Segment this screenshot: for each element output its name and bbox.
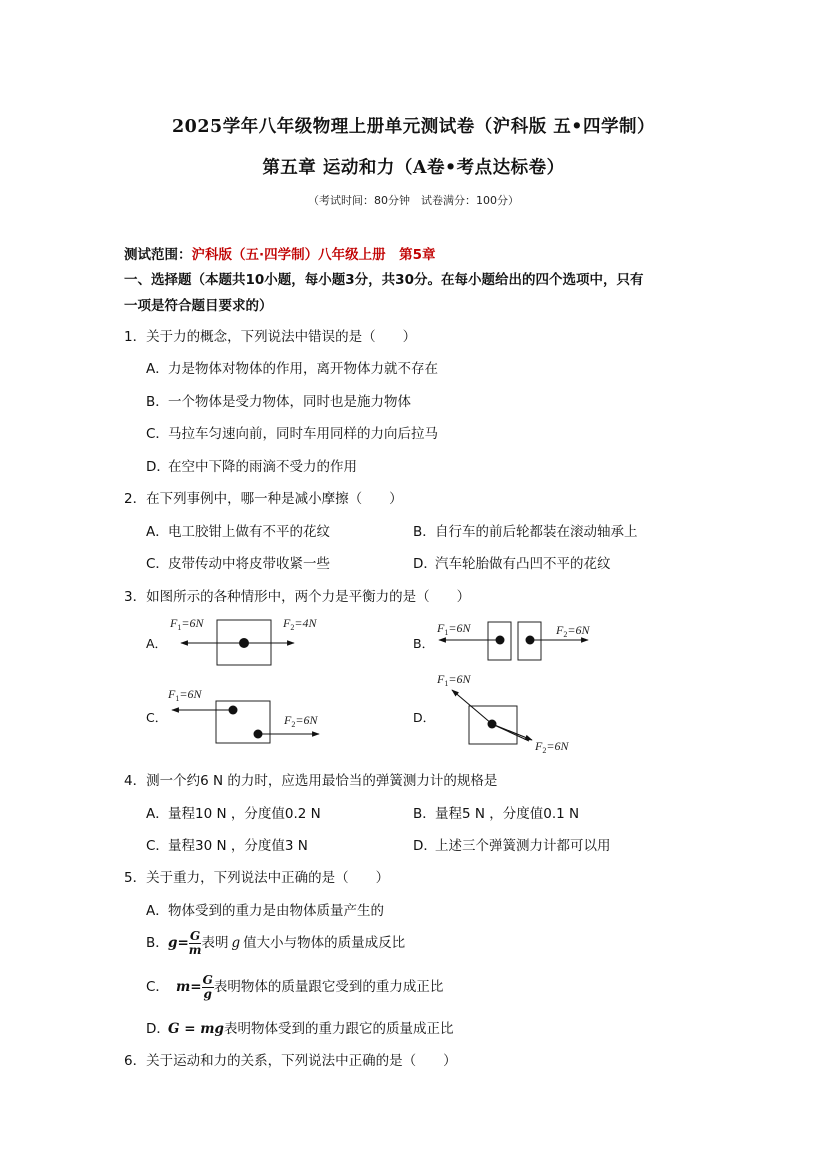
- section-heading-line-2: 一项是符合题目要求的）: [124, 298, 273, 314]
- question-5-stem: 5．关于重力，下列说法中正确的是（ ）: [124, 870, 390, 886]
- question-5-option-a: A．物体受到的重力是由物体质量产生的: [146, 903, 384, 919]
- figure-b-force-2-label: [555, 623, 590, 639]
- question-1-option-d: D．在空中下降的雨滴不受力的作用: [146, 459, 357, 475]
- figure-d-force-1-arrow: [452, 690, 492, 724]
- figure-d-force-1-label: [436, 672, 471, 688]
- question-2-option-c: C．皮带传动中将皮带收紧一些: [146, 556, 330, 572]
- figure-c-box: [216, 701, 270, 743]
- figure-c: [146, 687, 319, 743]
- question-4-option-b: B．量程5 N ，分度值0.1 N: [413, 806, 580, 822]
- figure-d-force-2-label: [534, 739, 569, 755]
- question-6-stem: 6．关于运动和力的关系，下列说法中正确的是（ ）: [124, 1053, 457, 1069]
- question-1-option-a: A．力是物体对物体的作用，离开物体力就不存在: [146, 361, 438, 377]
- figure-c-force-2-label: [283, 713, 318, 729]
- svg-text:F1=6N: $F_1=6N$: [437, 621, 471, 637]
- figure-c-point-1: [229, 706, 238, 715]
- figure-d-label: D．: [413, 710, 436, 725]
- question-2-stem: 2．在下列事例中，哪一种是减小摩擦（ ）: [124, 491, 403, 507]
- svg-text:F2=6N: $F_2=6N$: [535, 739, 569, 755]
- figure-c-point-2: [254, 730, 263, 739]
- fraction-g-over-g: $\frac{G}{g}$: [202, 972, 213, 1001]
- title-line-2: 第五章 运动和力（A卷•考点达标卷）: [262, 158, 565, 178]
- test-scope-value: 沪科版（五·四学制）八年级上册 第5章: [191, 247, 436, 263]
- figure-a-force-2-label: [282, 616, 317, 632]
- test-scope-label: 测试范围：: [124, 247, 192, 263]
- question-4-stem: 4．测一个约6 N 的力时，应选用最恰当的弹簧测力计的规格是: [124, 773, 498, 789]
- exam-info: （考试时间：80分钟 试卷满分：100分）: [308, 194, 519, 207]
- question-5-option-c: C． m= $\frac{G}{g}$ 表明物体的质量跟它受到的重力成正比: [146, 972, 444, 1001]
- question-5-option-b: B．g= $\frac{G}{m}$ 表明 g 值大小与物体的质量成反比: [146, 928, 406, 957]
- figure-c-label: C．: [146, 710, 168, 725]
- figure-b-force-1-label: [436, 621, 471, 637]
- figure-d-point: [488, 720, 497, 729]
- svg-text:F2=6N: $F_2=6N$: [556, 623, 590, 639]
- figure-c-force-1-label: [167, 687, 202, 703]
- question-5-option-d: D．G = mg表明物体受到的重力跟它的质量成正比: [146, 1021, 454, 1037]
- question-4-option-a: A．量程10 N ，分度值0.2 N: [146, 806, 321, 822]
- question-2-option-d: D．汽车轮胎做有凸凹不平的花纹: [413, 556, 611, 572]
- figure-a-label: A．: [146, 636, 168, 651]
- figure-b-point-left: [496, 636, 505, 645]
- question-3-stem: 3．如图所示的各种情形中，两个力是平衡力的是（ ）: [124, 589, 471, 605]
- figure-d-force-2-line: [492, 724, 529, 741]
- section-heading-line-1: 一、选择题（本题共10小题，每小题3分，共30分。在每小题给出的四个选项中，只有: [124, 272, 644, 288]
- question-4-option-c: C．量程30 N ，分度值3 N: [146, 838, 308, 854]
- figure-a: [146, 616, 317, 665]
- question-4-option-d: D．上述三个弹簧测力计都可以用: [413, 838, 611, 854]
- question-1-option-c: C．马拉车匀速向前，同时车用同样的力向后拉马: [146, 426, 438, 442]
- svg-text:F2=4N: $F_2=4N$: [283, 616, 317, 632]
- figure-a-point: [239, 638, 249, 648]
- formula-g-equals-mg: G = mg: [168, 1021, 224, 1037]
- question-2-option-a: A．电工胶钳上做有不平的花纹: [146, 524, 330, 540]
- figure-b-point-right: [526, 636, 535, 645]
- figure-d: [413, 672, 569, 755]
- svg-text:F1=6N: $F_1=6N$: [437, 672, 471, 688]
- figure-a-force-1-label: [169, 616, 204, 632]
- svg-text:F1=6N: $F_1=6N$: [170, 616, 204, 632]
- svg-text:F2=6N: $F_2=6N$: [284, 713, 318, 729]
- formula-lhs: m: [176, 979, 191, 995]
- svg-text:F1=6N: $F_1=6N$: [168, 687, 202, 703]
- formula-lhs: g: [168, 935, 178, 951]
- title-line-1: 2025学年八年级物理上册单元测试卷（沪科版 五•四学制）: [172, 117, 655, 137]
- figure-b-label: B．: [413, 636, 435, 651]
- figure-b: [413, 621, 590, 660]
- question-1-option-b: B．一个物体是受力物体，同时也是施力物体: [146, 394, 411, 410]
- question-1-stem: 1．关于力的概念，下列说法中错误的是（ ）: [124, 329, 417, 345]
- fraction-g-over-m: $\frac{G}{m}$: [188, 928, 202, 957]
- question-2-option-b: B．自行车的前后轮都装在滚动轴承上: [413, 524, 638, 540]
